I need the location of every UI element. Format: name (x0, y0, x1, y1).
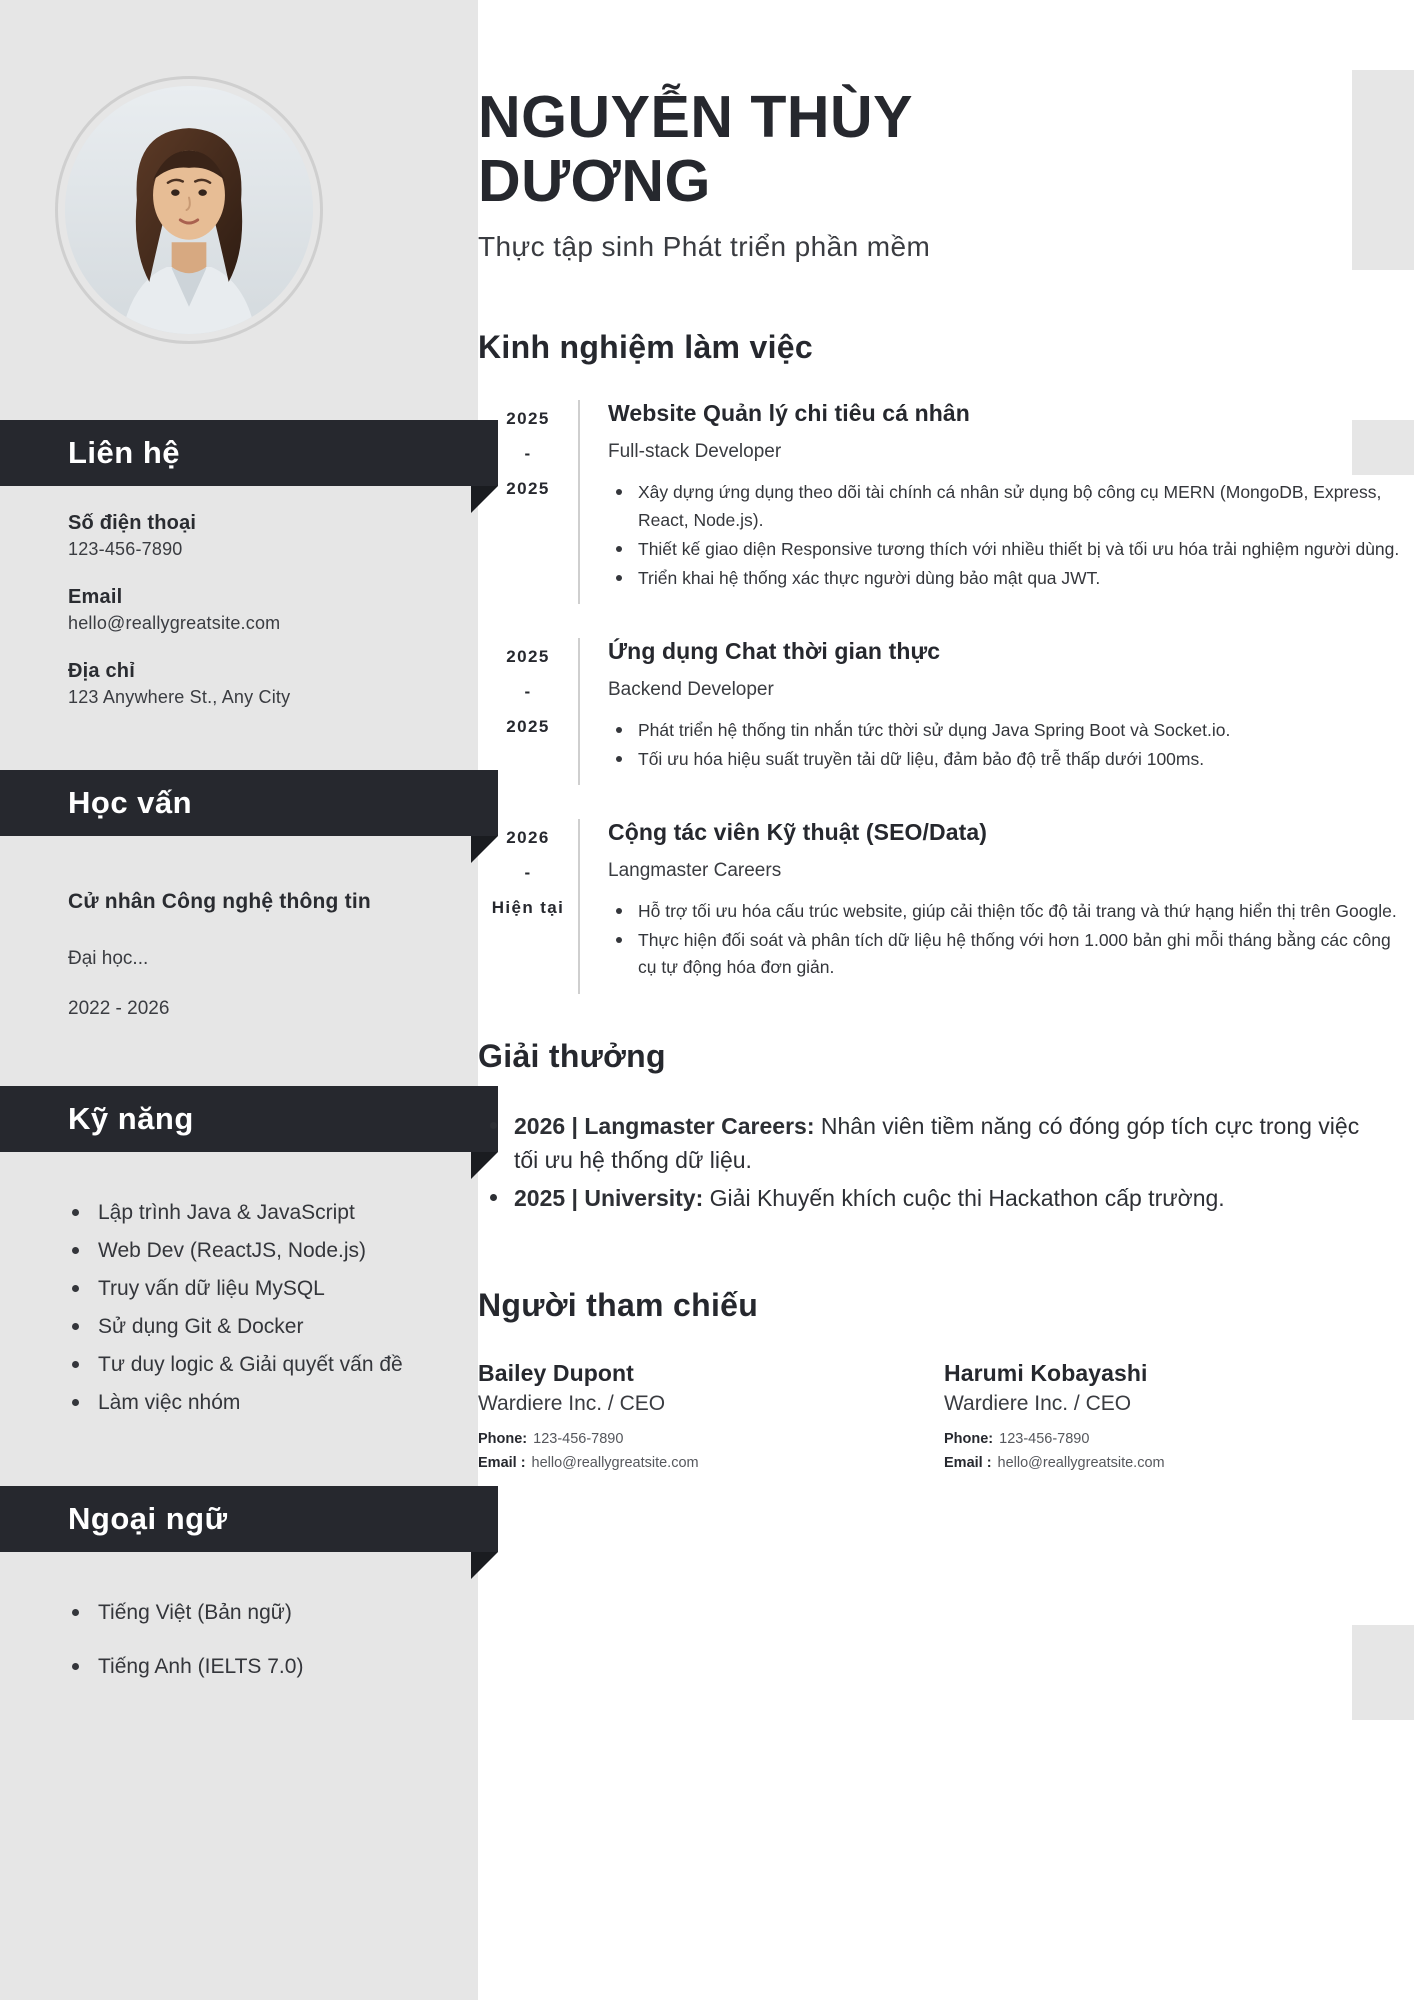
education-school: Đại học... (68, 948, 149, 969)
list-item: Tiếng Anh (IELTS 7.0) (68, 1650, 418, 1684)
contact-item-phone (68, 512, 418, 560)
awards-heading: Giải thưởng (478, 1037, 666, 1074)
reference-email-line (944, 1455, 1364, 1471)
languages-heading: Ngoại ngữ (68, 1501, 228, 1537)
date-dash: - (524, 863, 532, 883)
experience-body (578, 400, 1414, 604)
date-start: 2025 (506, 409, 550, 429)
languages-list (68, 1596, 418, 1684)
experience-title: Ứng dụng Chat thời gian thực (608, 637, 941, 664)
list-item: Xây dựng ứng dụng theo dõi tài chính cá nhân sử dụng bộ công cụ MERN (MongoDB, Express, React, Node.js). (608, 479, 1414, 533)
experience-date (478, 819, 578, 993)
experience-date (478, 400, 578, 604)
avatar-ring (55, 76, 323, 344)
contact-body (0, 512, 478, 742)
phone-value: 123-456-7890 (533, 1430, 624, 1447)
education-degree: Cử nhân Công nghệ thông tin (68, 890, 371, 913)
reference-phone-line (944, 1431, 1364, 1447)
experience-points (608, 717, 1414, 773)
references-section (478, 1287, 1414, 1471)
experience-points (608, 898, 1414, 981)
section-banner-education (0, 770, 498, 836)
list-item: Tư duy logic & Giải quyết vấn đề (68, 1348, 418, 1382)
skills-body (0, 1196, 478, 1450)
contact-address-value: 123 Anywhere St., Any City (68, 687, 291, 707)
award-text: Nhân viên tiềm năng có đóng góp tích cực trong việc tối ưu hệ thống dữ liệu. (514, 1112, 1360, 1173)
list-item: Tối ưu hóa hiệu suất truyền tải dữ liệu, đảm bảo độ trễ thấp dưới 100ms. (608, 746, 1414, 773)
list-item: Truy vấn dữ liệu MySQL (68, 1272, 418, 1306)
reference-email-line (478, 1455, 898, 1471)
list-item: Tiếng Việt (Bản ngữ) (68, 1596, 418, 1630)
reference-phone-line (478, 1431, 898, 1447)
email-label: Email : (944, 1454, 992, 1471)
experience-subtitle: Full-stack Developer (608, 441, 782, 463)
education-heading: Học vấn (68, 785, 193, 820)
avatar (65, 86, 313, 334)
list-item: Thiết kế giao diện Responsive tương thích với nhiều thiết bị và tối ưu hóa trải nghiệm người dùng. (608, 536, 1414, 563)
date-dash: - (524, 444, 532, 464)
list-item: Triển khai hệ thống xác thực người dùng bảo mật qua JWT. (608, 565, 1414, 592)
header-block (478, 0, 1414, 263)
experience-subtitle: Backend Developer (608, 678, 774, 700)
page-title: NGUYỄN THÙY DƯƠNG (478, 84, 912, 214)
list-item: Thực hiện đối soát và phân tích dữ liệu hệ thống với hơn 1.000 bản ghi mỗi tháng bằng các công cụ tự động hóa đơn giản. (608, 927, 1414, 981)
reference-card (944, 1360, 1364, 1471)
sidebar (0, 0, 478, 2000)
list-item: Hỗ trợ tối ưu hóa cấu trúc website, giúp cải thiện tốc độ tải trang và thứ hạng hiển thị trên Google. (608, 898, 1414, 925)
contact-phone-value: 123-456-7890 (68, 539, 183, 559)
section-banner-contact (0, 420, 498, 486)
reference-name: Bailey Dupont (478, 1359, 634, 1386)
award-text: Giải Khuyến khích cuộc thi Hackathon cấp trường. (703, 1184, 1225, 1211)
experience-body (578, 638, 1414, 785)
email-value: hello@reallygreatsite.com (997, 1454, 1165, 1471)
job-role-subtitle: Thực tập sinh Phát triển phần mềm (478, 231, 931, 263)
education-years: 2022 - 2026 (68, 998, 170, 1019)
date-start: 2025 (506, 646, 550, 666)
contact-email-label: Email (68, 586, 123, 608)
skills-list (68, 1196, 418, 1420)
date-end: Hiện tại (491, 897, 565, 917)
email-value: hello@reallygreatsite.com (531, 1454, 699, 1471)
contact-email-value: hello@reallygreatsite.com (68, 613, 281, 633)
contact-heading: Liên hệ (68, 435, 181, 470)
contact-address-label: Địa chỉ (68, 660, 135, 682)
experience-item (478, 819, 1414, 993)
date-start: 2026 (506, 828, 550, 848)
experience-date (478, 638, 578, 785)
list-item: Sử dụng Git & Docker (68, 1310, 418, 1344)
experience-heading: Kinh nghiệm làm việc (478, 329, 813, 366)
list-item: Lập trình Java & JavaScript (68, 1196, 418, 1230)
phone-value: 123-456-7890 (999, 1430, 1090, 1447)
award-label: 2025 | University: (514, 1184, 704, 1211)
main-content (478, 0, 1414, 2000)
date-end: 2025 (506, 716, 550, 736)
experience-subtitle: Langmaster Careers (608, 860, 782, 882)
contact-item-email (68, 586, 418, 634)
photo-area (0, 0, 478, 420)
languages-body (0, 1596, 478, 1684)
date-dash: - (524, 681, 532, 701)
education-body (0, 890, 478, 1060)
award-label: 2026 | Langmaster Careers: (514, 1112, 815, 1139)
references-grid (478, 1360, 1414, 1471)
date-end: 2025 (506, 479, 550, 499)
experience-title: Website Quản lý chi tiêu cá nhân (608, 400, 970, 427)
references-heading: Người tham chiếu (478, 1286, 759, 1323)
reference-card (478, 1360, 898, 1471)
reference-role: Wardiere Inc. / CEO (478, 1391, 666, 1415)
awards-list (478, 1109, 1414, 1215)
section-banner-languages (0, 1486, 498, 1552)
skills-heading: Kỹ năng (68, 1101, 194, 1136)
awards-section (478, 1038, 1414, 1215)
experience-item (478, 400, 1414, 604)
phone-label: Phone: (478, 1430, 528, 1447)
phone-label: Phone: (944, 1430, 994, 1447)
section-banner-skills (0, 1086, 498, 1152)
experience-item (478, 638, 1414, 785)
list-item: Làm việc nhóm (68, 1386, 418, 1420)
experience-title: Cộng tác viên Kỹ thuật (SEO/Data) (608, 819, 988, 846)
list-item (478, 1109, 1374, 1177)
contact-item-address (68, 660, 418, 708)
experience-points (608, 479, 1414, 592)
list-item (478, 1181, 1374, 1215)
contact-phone-label: Số điện thoại (68, 512, 197, 534)
list-item: Web Dev (ReactJS, Node.js) (68, 1234, 418, 1268)
experience-body (578, 819, 1414, 993)
email-label: Email : (478, 1454, 526, 1471)
reference-role: Wardiere Inc. / CEO (944, 1391, 1132, 1415)
experience-section (478, 329, 1414, 993)
list-item: Phát triển hệ thống tin nhắn tức thời sử dụng Java Spring Boot và Socket.io. (608, 717, 1414, 744)
reference-name: Harumi Kobayashi (944, 1359, 1148, 1386)
